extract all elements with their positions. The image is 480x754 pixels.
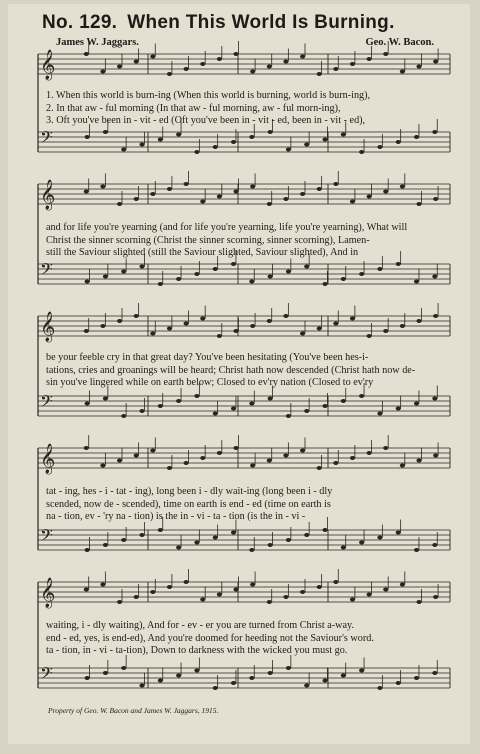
note-head (84, 588, 89, 592)
note-head (231, 140, 236, 144)
note-head (85, 548, 90, 552)
note-head (322, 679, 327, 683)
note-head (396, 262, 401, 266)
note-head (341, 546, 346, 550)
note-head (400, 185, 405, 189)
note-head (184, 67, 189, 71)
note-head (184, 580, 189, 584)
lyrics-system-3 (46, 352, 454, 390)
note-head (100, 70, 105, 74)
note-head (231, 531, 236, 535)
note-head (134, 454, 139, 458)
note-head (396, 681, 401, 685)
note-head (231, 681, 236, 685)
note-head (350, 317, 355, 321)
note-head (213, 267, 218, 271)
note-head (286, 414, 291, 418)
note-head (85, 402, 90, 406)
note-head (322, 138, 327, 142)
note-head (200, 456, 205, 460)
clef-symbol: 𝄢 (40, 259, 53, 283)
note-head (333, 182, 338, 186)
note-head (416, 202, 421, 206)
note-head (231, 407, 236, 411)
note-head (117, 319, 122, 323)
note-head (176, 277, 181, 281)
note-head (250, 185, 255, 189)
note-head (317, 72, 322, 76)
clef-symbol: 𝄞 (40, 444, 56, 474)
note-head (117, 65, 122, 69)
note-head (200, 598, 205, 602)
note-head (304, 143, 309, 147)
note-head (286, 666, 291, 670)
note-head (367, 593, 372, 597)
note-head (300, 449, 305, 453)
hymn-number: No. 129. (42, 12, 118, 33)
lyrics-system-4 (46, 486, 454, 524)
note-head (267, 600, 272, 604)
note-head (121, 148, 126, 152)
note-head (383, 52, 388, 56)
note-head (400, 70, 405, 74)
note-head (283, 454, 288, 458)
note-head (341, 277, 346, 281)
note-head (84, 52, 89, 56)
lyric-line: be your feeble cry in that great day? You've been hesitating (You've been hes-i- (46, 352, 369, 363)
note-head (359, 272, 364, 276)
note-head (414, 676, 419, 680)
note-head (283, 595, 288, 599)
note-head (233, 588, 238, 592)
note-head (350, 200, 355, 204)
note-head (117, 202, 122, 206)
note-head (283, 197, 288, 201)
note-head (367, 57, 372, 61)
note-head (84, 446, 89, 450)
note-head (103, 671, 108, 675)
clef-symbol: 𝄞 (40, 578, 56, 608)
clef-symbol: 𝄢 (40, 391, 53, 415)
note-head (134, 60, 139, 64)
note-head (286, 538, 291, 542)
note-head (400, 324, 405, 328)
note-head (268, 275, 273, 279)
note-head (432, 397, 437, 401)
note-head (333, 322, 338, 326)
note-head (383, 329, 388, 333)
note-head (103, 130, 108, 134)
note-head (231, 262, 236, 266)
note-head (150, 449, 155, 453)
note-head (176, 674, 181, 678)
note-head (400, 464, 405, 468)
note-head (100, 583, 105, 587)
note-head (396, 140, 401, 144)
note-head (341, 133, 346, 137)
lyricist-credit: James W. Jaggars. (56, 37, 139, 48)
clef-symbol: 𝄢 (40, 127, 53, 151)
note-head (121, 270, 126, 274)
lyric-line: na - tion, ev - 'ry na - tion) is the in - vi - ta - tion (is the in - vi - (46, 511, 306, 523)
note-head (333, 67, 338, 71)
note-head (100, 464, 105, 468)
note-head (322, 282, 327, 286)
note-head (433, 60, 438, 64)
lyric-line: 2. In that aw - ful morning (In that aw - ful morning, aw - ful morn-ing), (46, 102, 341, 114)
note-head (85, 135, 90, 139)
note-head (121, 666, 126, 670)
note-head (350, 62, 355, 66)
lyric-line: sin you've lingered while on earth below; Closed to ev'ry nation (Closed to ev'ry (46, 377, 374, 389)
note-head (233, 190, 238, 194)
note-head (85, 676, 90, 680)
note-head (249, 402, 254, 406)
note-head (433, 454, 438, 458)
note-head (103, 397, 108, 401)
note-head (359, 150, 364, 154)
lyric-line: end - ed, yes, is end-ed), And you're doomed for heeding not the Saviour's word. (46, 632, 374, 644)
note-head (377, 267, 382, 271)
note-head (433, 595, 438, 599)
note-head (139, 143, 144, 147)
note-head (184, 322, 189, 326)
clef-symbol: 𝄞 (40, 180, 56, 210)
note-head (184, 461, 189, 465)
note-head (158, 282, 163, 286)
lyric-line: tat - ing, hes - i - tat - ing), long been i - dly wait-ing (long been i - dly (46, 486, 333, 497)
lyric-line: waiting, i - dly waiting), And for - ev - er you are turned from Christ a-way. (46, 620, 354, 631)
note-head (250, 464, 255, 468)
note-head (213, 145, 218, 149)
note-head (359, 541, 364, 545)
note-head (250, 70, 255, 74)
note-head (377, 412, 382, 416)
note-head (396, 531, 401, 535)
note-head (304, 684, 309, 688)
note-head (317, 327, 322, 331)
note-head (322, 404, 327, 408)
note-head (267, 202, 272, 206)
note-head (217, 57, 222, 61)
lyric-line: scended, now de - scended), time on earth is end - ed (time on earth is (46, 498, 331, 510)
note-head (267, 65, 272, 69)
note-head (139, 533, 144, 537)
note-head (134, 197, 139, 201)
lyrics-system-2 (46, 222, 454, 260)
note-head (121, 538, 126, 542)
lyric-line: ta - tion, in - vi - ta-tion), Down to darkness with the wicked you must go. (46, 645, 348, 657)
note-head (103, 543, 108, 547)
note-head (359, 669, 364, 673)
note-head (383, 190, 388, 194)
note-head (250, 324, 255, 328)
note-head (233, 329, 238, 333)
note-head (432, 275, 437, 279)
note-head (167, 585, 172, 589)
note-head (176, 133, 181, 137)
note-head (268, 397, 273, 401)
note-head (267, 459, 272, 463)
note-head (367, 334, 372, 338)
note-head (233, 446, 238, 450)
note-head (268, 130, 273, 134)
note-head (200, 62, 205, 66)
note-head (194, 669, 199, 673)
note-head (200, 317, 205, 321)
note-head (150, 590, 155, 594)
note-head (317, 187, 322, 191)
note-head (432, 130, 437, 134)
note-head (167, 466, 172, 470)
note-head (167, 72, 172, 76)
note-head (268, 543, 273, 547)
note-head (158, 138, 163, 142)
note-head (249, 280, 254, 284)
note-head (416, 319, 421, 323)
note-head (377, 145, 382, 149)
note-head (400, 583, 405, 587)
note-head (213, 536, 218, 540)
note-head (134, 595, 139, 599)
note-head (300, 590, 305, 594)
note-head (139, 265, 144, 269)
hymn-page (8, 4, 470, 744)
note-head (194, 541, 199, 545)
note-head (304, 265, 309, 269)
note-head (414, 402, 419, 406)
note-head (414, 548, 419, 552)
note-head (117, 600, 122, 604)
note-head (283, 60, 288, 64)
lyric-line: 3. Oft you've been in - vit - ed (Oft you've been in - vit - ed, been in - vit - ed), (46, 115, 366, 127)
note-head (322, 528, 327, 532)
note-head (194, 272, 199, 276)
note-head (249, 548, 254, 552)
note-head (117, 459, 122, 463)
note-head (300, 332, 305, 336)
note-head (377, 686, 382, 690)
note-head (432, 671, 437, 675)
note-head (250, 583, 255, 587)
note-head (300, 192, 305, 196)
note-head (184, 182, 189, 186)
hymn-title (42, 12, 442, 34)
composer-credit: Geo. W. Bacon. (365, 37, 434, 48)
note-head (158, 528, 163, 532)
clef-symbol: 𝄢 (40, 663, 53, 687)
note-head (383, 588, 388, 592)
note-head (84, 190, 89, 194)
note-head (433, 197, 438, 201)
clef-symbol: 𝄞 (40, 312, 56, 342)
clef-symbol: 𝄢 (40, 525, 53, 549)
note-head (233, 52, 238, 56)
note-head (367, 451, 372, 455)
note-head (217, 195, 222, 199)
note-head (150, 332, 155, 336)
note-head (432, 543, 437, 547)
lyrics-system-1 (46, 90, 454, 128)
note-head (333, 461, 338, 465)
note-head (139, 684, 144, 688)
note-head (414, 135, 419, 139)
note-head (139, 409, 144, 413)
hymn-name: When This World Is Burning. (127, 12, 395, 33)
note-head (433, 314, 438, 318)
note-head (267, 319, 272, 323)
note-head (317, 466, 322, 470)
note-head (416, 600, 421, 604)
note-head (150, 55, 155, 59)
note-head (213, 686, 218, 690)
note-head (176, 546, 181, 550)
lyric-line: tations, cries and groanings will be heard; Christ hath now descended (Christ hath now de- (46, 364, 416, 376)
note-head (167, 327, 172, 331)
note-head (194, 394, 199, 398)
note-head (217, 334, 222, 338)
note-head (103, 275, 108, 279)
note-head (249, 676, 254, 680)
note-head (268, 671, 273, 675)
copyright-note: Property of Geo. W. Bacon and James W. Jaggars, 1915. (48, 706, 219, 715)
note-head (367, 195, 372, 199)
note-head (377, 536, 382, 540)
note-head (194, 150, 199, 154)
note-head (350, 456, 355, 460)
note-head (158, 404, 163, 408)
note-head (350, 598, 355, 602)
note-head (341, 674, 346, 678)
lyric-line: 1. When this world is burn-ing (When this world is burning, world is burn-ing), (46, 90, 371, 101)
note-head (383, 446, 388, 450)
clef-symbol: 𝄞 (40, 50, 56, 80)
note-head (300, 55, 305, 59)
note-head (176, 399, 181, 403)
note-head (84, 329, 89, 333)
note-head (150, 192, 155, 196)
note-head (100, 324, 105, 328)
note-head (341, 399, 346, 403)
note-head (304, 533, 309, 537)
lyric-line: Christ the sinner scorning (Christ the sinner scorning, sinner scorning), Lamen- (46, 234, 370, 246)
note-head (416, 459, 421, 463)
note-head (396, 407, 401, 411)
note-head (121, 414, 126, 418)
note-head (414, 280, 419, 284)
note-head (200, 200, 205, 204)
note-head (416, 65, 421, 69)
note-head (217, 451, 222, 455)
note-head (134, 314, 139, 318)
note-head (213, 412, 218, 416)
note-head (85, 280, 90, 284)
note-head (304, 409, 309, 413)
note-head (158, 679, 163, 683)
lyric-line: and for life you're yearning (and for life you're yearning, life you're yearning), What will (46, 222, 408, 233)
note-head (249, 135, 254, 139)
note-head (283, 314, 288, 318)
note-head (359, 394, 364, 398)
note-head (167, 187, 172, 191)
lyric-line: still the Saviour slighted (still the Saviour slighted, Saviour slighted), And in (46, 247, 359, 259)
note-head (333, 580, 338, 584)
note-head (317, 585, 322, 589)
note-head (217, 593, 222, 597)
note-head (286, 148, 291, 152)
note-head (100, 185, 105, 189)
lyrics-system-5 (46, 620, 454, 658)
note-head (286, 270, 291, 274)
